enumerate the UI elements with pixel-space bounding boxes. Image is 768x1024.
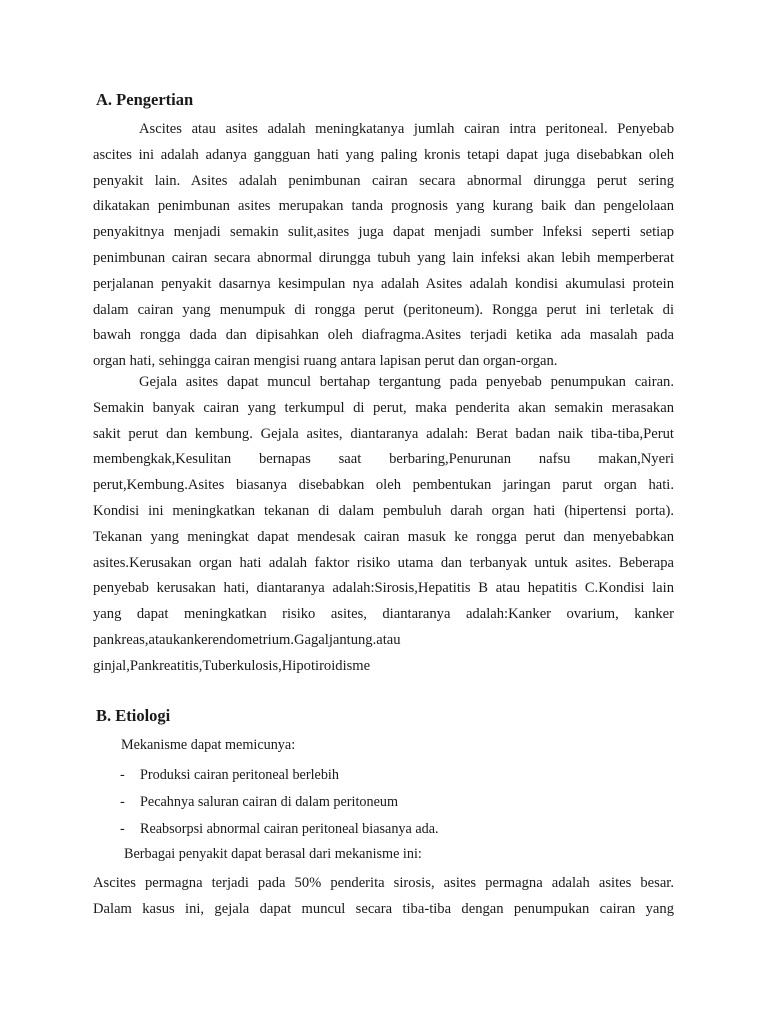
section-a-paragraph-2 <box>93 370 674 680</box>
etiologi-intro: Mekanisme dapat memicunya: <box>121 737 296 753</box>
paragraph-line: penimbunan cairan secara abnormal dirungga tubuh yang lain infeksi akan lebih memperberat <box>93 249 674 266</box>
paragraph-line: Gejala asites dapat muncul bertahap tergantung pada penyebab penumpukan cairan. <box>139 374 674 390</box>
paragraph-line: Ascites permagna terjadi pada 50% penderita sirosis, asites permagna adalah asites besar. <box>93 875 674 891</box>
list-bullet: - <box>120 794 125 810</box>
paragraph-line: Tekanan yang meningkat dapat mendesak cairan masuk ke rongga perut dan menyebabkan <box>93 528 674 545</box>
list-item-text: Reabsorpsi abnormal cairan peritoneal biasanya ada. <box>140 821 439 837</box>
paragraph-line: membengkak,Kesulitan bernapas saat berbaring,Penurunan nafsu makan,Nyeri <box>93 451 674 468</box>
section-b-paragraph <box>93 871 674 923</box>
paragraph-line: perjalanan penyakit dasarnya kesimpulan nya adalah Asites adalah kondisi akumulasi protein <box>93 275 674 292</box>
section-a-heading: A. Pengertian <box>96 90 194 109</box>
paragraph-line: ginjal,Pankreatitis,Tuberkulosis,Hipotiroidisme <box>93 657 371 674</box>
list-item <box>120 789 439 816</box>
mechanism-list <box>120 762 439 843</box>
paragraph-line: Dalam kasus ini, gejala dapat muncul secara tiba-tiba dengan penumpukan cairan yang <box>93 900 674 917</box>
paragraph-line: dalam cairan yang menumpuk di rongga perut (peritoneum). Rongga perut ini terletak di <box>93 301 674 318</box>
paragraph-line: Ascites atau asites adalah meningkatanya jumlah cairan intra peritoneal. Penyebab <box>139 121 674 137</box>
etiologi-followup: Berbagai penyakit dapat berasal dari mekanisme ini: <box>124 846 422 862</box>
section-b-heading: B. Etiologi <box>96 706 171 725</box>
paragraph-line: asites.Kerusakan organ hati adalah faktor risiko utama dan terbanyak untuk asites. Beberapa <box>93 554 674 571</box>
list-item <box>120 762 439 789</box>
paragraph-line: penyebab kerusakan hati, diantaranya adalah:Sirosis,Hepatitis B atau hepatitis C.Kondisi lain <box>93 580 674 597</box>
paragraph-line: pankreas,ataukankerendometrium.Gagaljantung.atau <box>93 631 401 648</box>
paragraph-line: bawah rongga dada dan dipisahkan oleh diafragma.Asites terjadi ketika ada masalah pada <box>93 327 674 344</box>
list-item-text: Pecahnya saluran cairan di dalam peritoneum <box>140 794 399 810</box>
paragraph-line: Kondisi ini meningkatkan tekanan di dalam pembuluh darah organ hati (hipertensi porta). <box>93 502 674 519</box>
list-item-text: Produksi cairan peritoneal berlebih <box>140 767 339 783</box>
paragraph-line: dikatakan penimbunan asites merupakan tanda prognosis yang kurang baik dan pengelolaan <box>93 198 674 215</box>
paragraph-line: penyakitnya menjadi semakin sulit,asites juga dapat menjadi sumber lnfeksi seperti setiap <box>93 224 674 241</box>
paragraph-line: sakit perut dan kembung. Gejala asites, diantaranya adalah: Berat badan naik tiba-tiba,Perut <box>93 425 674 442</box>
section-a-paragraph-1 <box>93 117 674 375</box>
list-bullet: - <box>120 821 125 837</box>
list-bullet: - <box>120 767 125 783</box>
paragraph-line: ascites ini adalah adanya gangguan hati yang paling kronis tetapi dapat juga disebabkan oleh <box>93 146 674 163</box>
paragraph-line: penyakit lain. Asites adalah penimbunan cairan secara abnormal dirungga perut sering <box>93 172 674 189</box>
paragraph-line: Semakin banyak cairan yang terkumpul di perut, maka penderita akan semakin merasakan <box>93 399 674 416</box>
paragraph-line: perut,Kembung.Asites biasanya disebabkan oleh pembentukan jaringan parut organ hati. <box>93 477 674 494</box>
paragraph-line: yang dapat meningkatkan risiko asites, diantaranya adalah:Kanker ovarium, kanker <box>93 606 674 623</box>
list-item <box>120 816 439 843</box>
paragraph-line: organ hati, sehingga cairan mengisi ruang antara lapisan perut dan organ-organ. <box>93 353 558 370</box>
